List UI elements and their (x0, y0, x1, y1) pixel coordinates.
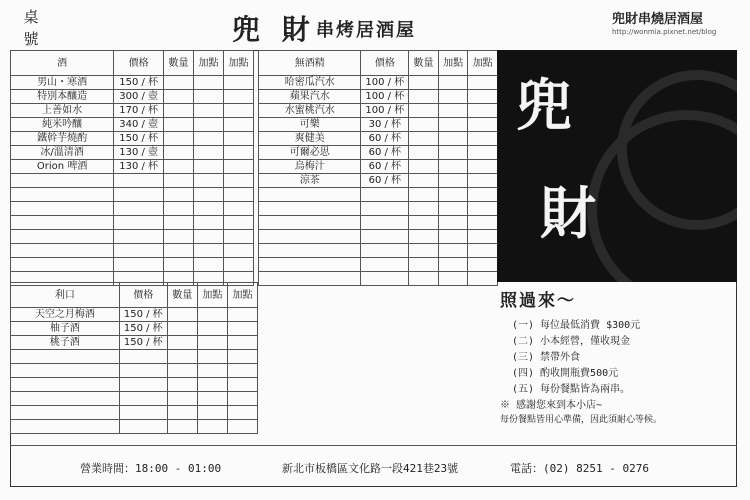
order-cell (468, 90, 498, 104)
order-cell (224, 160, 254, 174)
item-price (361, 230, 409, 244)
table-row (259, 174, 498, 188)
table-row (11, 392, 258, 406)
order-cell (194, 104, 224, 118)
order-cell (194, 132, 224, 146)
order-cell (468, 146, 498, 160)
order-cell (167, 378, 197, 392)
item-price: 60 / 杯 (361, 174, 409, 188)
order-cell (409, 76, 439, 90)
order-cell (197, 392, 227, 406)
order-cell (438, 146, 468, 160)
item-name: 烏梅汁 (259, 160, 361, 174)
order-cell (164, 202, 194, 216)
column-header-extra: 加點 (197, 283, 227, 308)
item-name (259, 202, 361, 216)
item-price: 150 / 杯 (119, 322, 167, 336)
table-row (259, 146, 498, 160)
order-cell (438, 104, 468, 118)
logo-text: 兜財串燒居酒屋 (612, 12, 704, 27)
table-row (11, 90, 254, 104)
order-cell (224, 118, 254, 132)
order-cell (224, 230, 254, 244)
order-cell (224, 90, 254, 104)
item-price (119, 406, 167, 420)
item-name: 可爾必思 (259, 146, 361, 160)
order-cell (194, 76, 224, 90)
item-name (259, 188, 361, 202)
order-cell (167, 336, 197, 350)
column-header-qty: 數量 (409, 51, 439, 76)
column-header-qty: 數量 (167, 283, 197, 308)
table-row (259, 258, 498, 272)
order-cell (468, 272, 498, 286)
order-cell (224, 216, 254, 230)
order-cell (409, 146, 439, 160)
order-cell (224, 258, 254, 272)
item-name (259, 216, 361, 230)
item-price: 130 / 壺 (114, 146, 164, 160)
order-cell (167, 392, 197, 406)
item-price: 60 / 杯 (361, 132, 409, 146)
rule-item: (五) 每份餐點皆為兩串。 (512, 384, 631, 395)
item-name: 哈密瓜汽水 (259, 76, 361, 90)
item-price (361, 244, 409, 258)
item-name (11, 202, 114, 216)
item-name: 蘋果汽水 (259, 90, 361, 104)
item-name (11, 378, 120, 392)
liqueur-table (10, 282, 258, 434)
table-row (11, 322, 258, 336)
order-cell (164, 230, 194, 244)
item-price (114, 258, 164, 272)
table-row (11, 146, 254, 160)
table-row (11, 406, 258, 420)
address: 新北市板橋區文化路一段421巷23號 (282, 462, 459, 475)
order-cell (438, 216, 468, 230)
table-number-label: 桌號 (23, 8, 39, 48)
brand-subtitle: 串烤居酒屋 (316, 20, 416, 41)
order-cell (164, 188, 194, 202)
order-cell (438, 132, 468, 146)
item-name: Orion 啤酒 (11, 160, 114, 174)
order-cell (468, 188, 498, 202)
item-name (11, 216, 114, 230)
column-header-extra: 加點 (224, 51, 254, 76)
table-row (11, 174, 254, 188)
table-row (11, 76, 254, 90)
order-cell (409, 132, 439, 146)
table-row (259, 160, 498, 174)
item-name: 爽健美 (259, 132, 361, 146)
column-header-item: 酒 (11, 51, 114, 76)
order-cell (438, 76, 468, 90)
table-row (11, 132, 254, 146)
item-price (114, 174, 164, 188)
column-header-extra: 加點 (194, 51, 224, 76)
order-cell (227, 420, 257, 434)
order-cell (468, 118, 498, 132)
item-name (11, 392, 120, 406)
order-cell (409, 202, 439, 216)
item-price (114, 244, 164, 258)
item-price (114, 188, 164, 202)
column-header-extra: 加點 (468, 51, 498, 76)
item-name: 鐵幹芋燒酌 (11, 132, 114, 146)
item-name: 涼茶 (259, 174, 361, 188)
table-row (259, 132, 498, 146)
table-row (11, 420, 258, 434)
column-header-price: 價格 (361, 51, 409, 76)
item-name (11, 350, 120, 364)
rule-item: (二) 小本經營，僅收現金 (512, 336, 631, 347)
order-cell (409, 90, 439, 104)
item-price (119, 378, 167, 392)
order-cell (438, 118, 468, 132)
order-cell (224, 132, 254, 146)
table-row (11, 336, 258, 350)
column-header-price: 價格 (114, 51, 164, 76)
item-price (119, 392, 167, 406)
table-row (259, 202, 498, 216)
column-header-item: 無酒精 (259, 51, 361, 76)
item-name (259, 244, 361, 258)
brand-title: 兜 財 (232, 13, 316, 46)
item-price: 130 / 杯 (114, 160, 164, 174)
order-cell (224, 188, 254, 202)
order-cell (409, 118, 439, 132)
order-cell (164, 258, 194, 272)
item-price: 60 / 杯 (361, 146, 409, 160)
order-cell (164, 132, 194, 146)
item-name: 柚子酒 (11, 322, 120, 336)
order-cell (194, 174, 224, 188)
table-row (259, 244, 498, 258)
item-name: 特別本釀造 (11, 90, 114, 104)
order-cell (197, 308, 227, 322)
rule-item: (一) 每位最低消費 $300元 (512, 320, 641, 331)
order-cell (197, 336, 227, 350)
phone-number: 電話：(02) 8251 - 0276 (510, 462, 649, 475)
order-cell (468, 244, 498, 258)
order-cell (194, 188, 224, 202)
order-cell (409, 188, 439, 202)
order-cell (197, 406, 227, 420)
table-row (11, 230, 254, 244)
order-cell (224, 244, 254, 258)
order-cell (438, 188, 468, 202)
order-cell (164, 174, 194, 188)
order-cell (227, 364, 257, 378)
order-cell (194, 216, 224, 230)
order-cell (167, 350, 197, 364)
order-cell (438, 230, 468, 244)
greeting-heading: 照過來～ (500, 291, 576, 311)
item-name: 桃子酒 (11, 336, 120, 350)
order-cell (438, 90, 468, 104)
rule-item: (四) 酌收開瓶費500元 (512, 368, 619, 379)
table-row (259, 90, 498, 104)
item-price: 100 / 杯 (361, 76, 409, 90)
item-name: 純米吟釀 (11, 118, 114, 132)
order-cell (194, 202, 224, 216)
item-name (11, 174, 114, 188)
footer-divider (10, 445, 737, 446)
order-cell (468, 160, 498, 174)
order-cell (197, 322, 227, 336)
item-name (259, 258, 361, 272)
order-cell (227, 406, 257, 420)
order-cell (164, 160, 194, 174)
item-price (361, 188, 409, 202)
item-name (11, 364, 120, 378)
order-cell (167, 406, 197, 420)
sake-table (10, 50, 254, 286)
order-cell (224, 202, 254, 216)
order-cell (468, 202, 498, 216)
item-name: 冰/溫清酒 (11, 146, 114, 160)
item-name: 上善如水 (11, 104, 114, 118)
order-cell (468, 174, 498, 188)
order-cell (224, 146, 254, 160)
order-cell (197, 420, 227, 434)
item-price: 150 / 杯 (114, 132, 164, 146)
order-cell (164, 146, 194, 160)
item-price: 100 / 杯 (361, 104, 409, 118)
order-cell (167, 420, 197, 434)
order-cell (164, 244, 194, 258)
order-cell (197, 350, 227, 364)
order-cell (224, 76, 254, 90)
business-hours: 營業時間：18:00 - 01:00 (80, 462, 222, 475)
item-price (361, 258, 409, 272)
order-cell (164, 118, 194, 132)
patience-note: 每份餐點皆用心準備，因此須耐心等候。 (500, 415, 663, 425)
order-cell (438, 202, 468, 216)
item-price (114, 202, 164, 216)
item-name (259, 272, 361, 286)
table-row (259, 76, 498, 90)
item-price: 30 / 杯 (361, 118, 409, 132)
column-header-item: 利口 (11, 283, 120, 308)
item-name: 天空之月梅酒 (11, 308, 120, 322)
order-cell (438, 272, 468, 286)
table-row (11, 160, 254, 174)
item-price (114, 216, 164, 230)
order-cell (224, 174, 254, 188)
order-cell (227, 392, 257, 406)
order-cell (194, 90, 224, 104)
order-cell (227, 378, 257, 392)
order-cell (167, 308, 197, 322)
order-cell (194, 160, 224, 174)
item-price (361, 202, 409, 216)
item-price: 60 / 杯 (361, 160, 409, 174)
item-price: 170 / 杯 (114, 104, 164, 118)
order-cell (224, 104, 254, 118)
order-cell (167, 364, 197, 378)
item-name (11, 420, 120, 434)
brand-char-1: 兜 (516, 73, 572, 139)
table-row (11, 258, 254, 272)
order-cell (409, 244, 439, 258)
item-name (11, 406, 120, 420)
order-cell (468, 132, 498, 146)
item-name (11, 230, 114, 244)
item-price (119, 420, 167, 434)
item-price: 340 / 壺 (114, 118, 164, 132)
order-cell (167, 322, 197, 336)
order-cell (227, 350, 257, 364)
order-cell (197, 364, 227, 378)
column-header-price: 價格 (119, 283, 167, 308)
order-cell (409, 160, 439, 174)
brand-char-2: 財 (540, 181, 596, 247)
item-name (11, 244, 114, 258)
order-cell (164, 216, 194, 230)
table-row (11, 188, 254, 202)
item-name (11, 188, 114, 202)
soft-drink-table (258, 50, 498, 286)
rule-item: (三) 禁帶外食 (512, 352, 581, 363)
table-row (11, 308, 258, 322)
thanks-note: ※ 感謝您來到本小店~ (500, 400, 603, 411)
table-row (11, 104, 254, 118)
table-row (11, 364, 258, 378)
column-header-qty: 數量 (164, 51, 194, 76)
order-cell (164, 90, 194, 104)
order-cell (409, 104, 439, 118)
item-name: 男山・寒酒 (11, 76, 114, 90)
item-price: 150 / 杯 (119, 336, 167, 350)
table-row (11, 350, 258, 364)
order-cell (194, 258, 224, 272)
order-cell (409, 258, 439, 272)
column-header-extra: 加點 (227, 283, 257, 308)
item-price: 100 / 杯 (361, 90, 409, 104)
table-row (11, 244, 254, 258)
order-cell (227, 336, 257, 350)
table-row (259, 118, 498, 132)
watermark: http://wonmia.pixnet.net/blog (612, 28, 717, 36)
table-row (11, 118, 254, 132)
table-row (259, 230, 498, 244)
table-row (11, 216, 254, 230)
item-price (114, 230, 164, 244)
item-name (259, 230, 361, 244)
order-cell (197, 378, 227, 392)
order-cell (438, 258, 468, 272)
order-cell (164, 104, 194, 118)
item-price: 150 / 杯 (119, 308, 167, 322)
table-row (259, 104, 498, 118)
item-price (361, 216, 409, 230)
item-price (119, 350, 167, 364)
order-cell (468, 76, 498, 90)
table-row (11, 202, 254, 216)
order-cell (409, 216, 439, 230)
item-name: 水蜜桃汽水 (259, 104, 361, 118)
order-cell (409, 272, 439, 286)
column-header-extra: 加點 (438, 51, 468, 76)
item-price: 300 / 壺 (114, 90, 164, 104)
order-cell (468, 216, 498, 230)
table-row (259, 272, 498, 286)
order-cell (438, 174, 468, 188)
order-cell (164, 76, 194, 90)
order-cell (194, 230, 224, 244)
order-cell (194, 244, 224, 258)
item-price (361, 272, 409, 286)
order-cell (227, 322, 257, 336)
item-price (119, 364, 167, 378)
order-cell (438, 244, 468, 258)
order-cell (194, 146, 224, 160)
order-cell (194, 118, 224, 132)
order-cell (468, 104, 498, 118)
table-row (259, 216, 498, 230)
item-name (11, 258, 114, 272)
table-row (259, 188, 498, 202)
table-row (11, 378, 258, 392)
item-price: 150 / 杯 (114, 76, 164, 90)
order-cell (227, 308, 257, 322)
order-cell (409, 230, 439, 244)
order-cell (468, 230, 498, 244)
order-cell (468, 258, 498, 272)
order-cell (409, 174, 439, 188)
item-name: 可樂 (259, 118, 361, 132)
order-cell (438, 160, 468, 174)
